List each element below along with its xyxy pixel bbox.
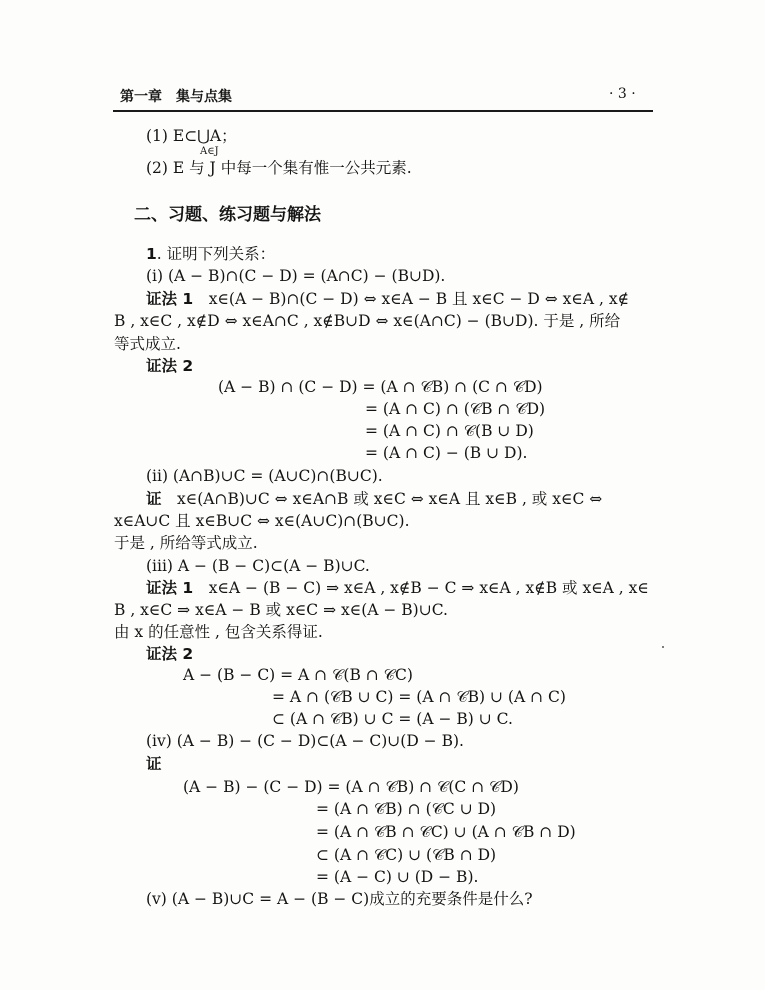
part-i-eq2: = (A ∩ C) ∩ (𝒞B ∩ 𝒞D) [365, 400, 546, 418]
part-v-statement: (v) (A − B)∪C = A − (B − C)成立的充要条件是什么? [146, 890, 533, 908]
proof-label: 证法 2 [146, 645, 194, 663]
part-iii-eq1: A − (B − C) = A ∩ 𝒞(B ∩ 𝒞C) [183, 666, 413, 684]
proof-text: x∈(A∩B)∪C ⇔ x∈A∩B 或 x∈C ⇔ x∈A 且 x∈B , 或 x∈C ⇔ [177, 490, 603, 508]
part-iv-statement: (iv) (A − B) − (C − D)⊂(A − C)∪(D − B). [146, 732, 464, 750]
intro-item-1-subscript: A∈J [200, 146, 219, 157]
part-iv-eq4: ⊂ (A ∩ 𝒞C) ∪ (𝒞B ∩ D) [316, 846, 497, 864]
intro-item-1: (1) E⊂⋃A； [146, 127, 237, 145]
proof-label: 证法 2 [146, 357, 194, 375]
proof-label: 证法 1 [146, 290, 194, 308]
part-ii-conclusion: 于是 , 所给等式成立. [114, 534, 258, 552]
problem-stem [146, 244, 275, 264]
part-i-proof1-line2: B , x∈C , x∉D ⇔ x∈A∩C , x∉B∪D ⇔ x∈(A∩C) − (B∪D). 于是 , 所给 [114, 312, 621, 330]
problem-number: 1 [146, 245, 157, 263]
section-title: 二、习题、练习题与解法 [134, 205, 321, 225]
proof-label: 证 [146, 490, 162, 508]
problem-text: . 证明下列关系： [156, 245, 276, 263]
part-i-proof1-line1 [146, 289, 629, 309]
part-iii-proof1-line2: B , x∈C ⇒ x∈A − B 或 x∈C ⇒ x∈(A − B)∪C. [114, 601, 448, 619]
part-ii-statement: (ii) (A∩B)∪C = (A∪C)∩(B∪C). [146, 467, 383, 485]
intro-item-2: (2) E 与 J 中每一个集有惟一公共元素. [146, 159, 412, 177]
part-iv-eq2: = (A ∩ 𝒞B) ∩ (𝒞C ∪ D) [316, 800, 497, 818]
chapter-header: 第一章 集与点集 [120, 89, 232, 105]
part-iii-proof1-line3: 由 x 的任意性 , 包含关系得证. [114, 623, 323, 641]
proof-label: 证 [146, 755, 162, 773]
part-i-proof2-label [146, 356, 193, 376]
part-iv-eq5: = (A − C) ∪ (D − B). [316, 868, 479, 886]
part-iii-proof1-line1 [146, 578, 649, 598]
header-rule [113, 110, 653, 112]
proof-text: x∈(A − B)∩(C − D) ⇔ x∈A − B 且 x∈C − D ⇔ x∈A , x∉ [208, 290, 630, 308]
page-number: · 3 · [609, 86, 636, 102]
part-iii-statement: (iii) A − (B − C)⊂(A − B)∪C. [146, 557, 370, 575]
part-i-eq1: (A − B) ∩ (C − D) = (A ∩ 𝒞B) ∩ (C ∩ 𝒞D) [218, 378, 543, 396]
part-i-statement: (i) (A − B)∩(C − D) = (A∩C) − (B∪D). [146, 267, 446, 285]
part-iii-proof2-label [146, 644, 193, 664]
proof-label: 证法 1 [146, 579, 194, 597]
part-i-eq4: = (A ∩ C) − (B ∪ D). [365, 444, 528, 462]
part-iv-proof-label [146, 754, 162, 774]
part-ii-proof-line2: x∈A∪C 且 x∈B∪C ⇔ x∈(A∪C)∩(B∪C). [114, 512, 410, 530]
scan-speck [662, 646, 664, 648]
proof-text: x∈A − (B − C) ⇒ x∈A , x∉B − C ⇒ x∈A , x∉B 或 x∈A , x∈ [208, 579, 649, 597]
part-iv-eq1: (A − B) − (C − D) = (A ∩ 𝒞B) ∩ 𝒞(C ∩ 𝒞D) [183, 778, 519, 796]
part-ii-proof-line1 [146, 489, 602, 509]
part-iii-eq3: ⊂ (A ∩ 𝒞B) ∪ C = (A − B) ∪ C. [272, 710, 513, 728]
part-i-proof1-line3: 等式成立. [114, 335, 181, 353]
part-iii-eq2: = A ∩ (𝒞B ∪ C) = (A ∩ 𝒞B) ∪ (A ∩ C) [272, 688, 566, 706]
part-iv-eq3: = (A ∩ 𝒞B ∩ 𝒞C) ∪ (A ∩ 𝒞B ∩ D) [316, 823, 576, 841]
part-i-eq3: = (A ∩ C) ∩ 𝒞(B ∪ D) [365, 422, 534, 440]
